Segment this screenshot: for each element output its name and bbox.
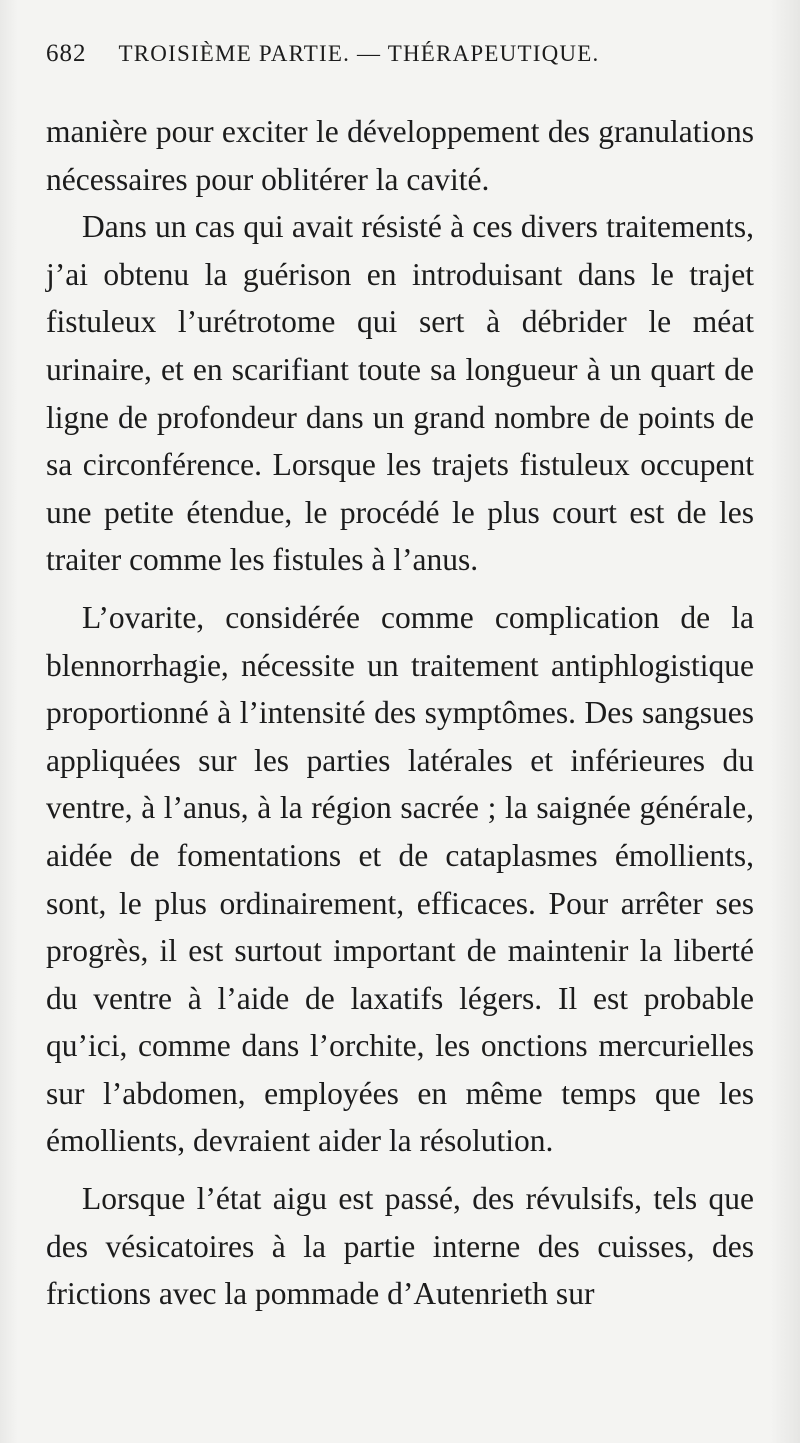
running-head bbox=[46, 40, 754, 80]
body-text bbox=[46, 108, 754, 1318]
running-title: TROISIÈME PARTIE. — THÉRAPEUTIQUE. bbox=[118, 41, 600, 66]
paragraph-continuation: manière pour exciter le développement des granulations nécessaires pour oblitérer la cavité. bbox=[46, 114, 754, 197]
paragraph-urethrotome: Dans un cas qui avait résisté à ces divers traitements, j’ai obtenu la guérison en introduisant dans le trajet fistuleux l’urétrotome qui sert à débrider le méat urinaire, et en scarifiant toute sa longueur à un quart de ligne de profondeur dans un grand nombre de points de sa circonférence. Lorsque les trajets fistuleux occupent une petite étendue, le procédé le plus court est de les traiter comme les fistules à l’anus. bbox=[46, 209, 754, 578]
paragraph-revulsifs: Lorsque l’état aigu est passé, des révulsifs, tels que des vésicatoires à la partie interne des cuisses, des frictions avec la pommade d’Autenrieth sur bbox=[46, 1181, 754, 1312]
page-number: 682 bbox=[46, 40, 87, 67]
paragraph-ovarite: L’ovarite, considérée comme complication de la blennorrhagie, nécessite un traitement antiphlogistique proportionné à l’intensité des symptômes. Des sangsues appliquées sur les parties latérales et inférieures du ventre, à l’anus, à la région sacrée ; la saignée générale, aidée de fomentations et de cataplasmes émollients, sont, le plus ordinairement, efficaces. Pour arrêter ses progrès, il est surtout important de maintenir la liberté du ventre à l’aide de laxatifs légers. Il est probable qu’ici, comme dans l’orchite, les onctions mercurielles sur l’abdomen, employées en même temps que les émollients, devraient aider la résolution. bbox=[46, 599, 754, 1159]
